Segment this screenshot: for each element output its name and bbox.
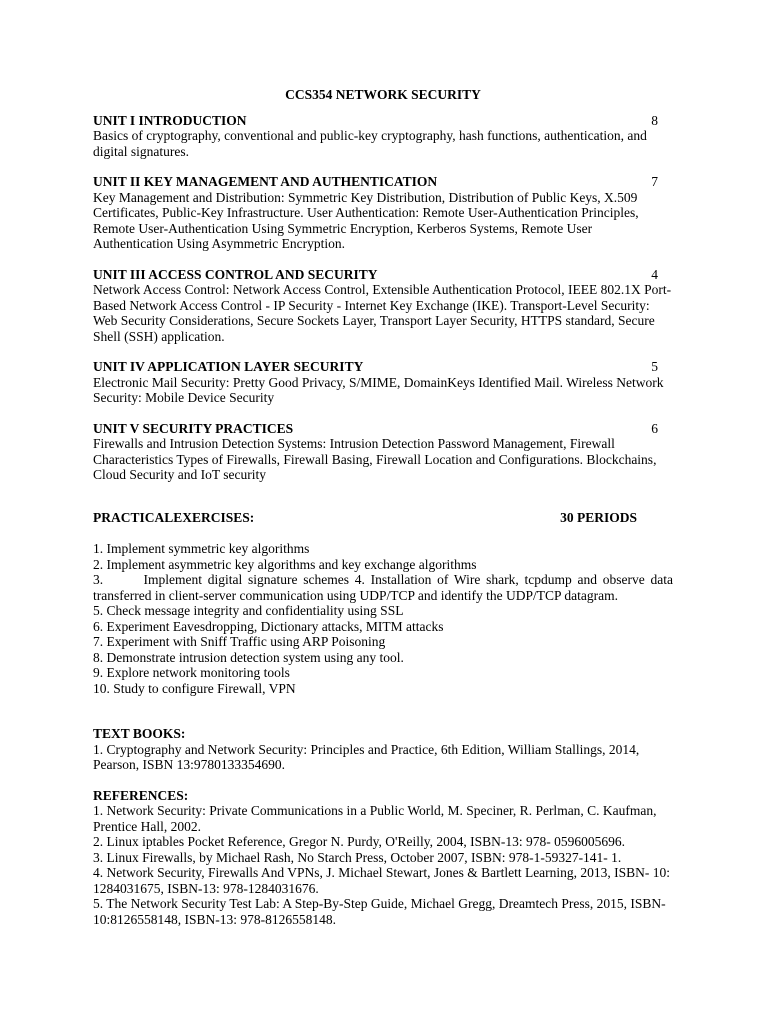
list-item: 4. Network Security, Firewalls And VPNs, J. Michael Stewart, Jones & Bartlett Learning, 2013, ISBN- 10: 1284031675, ISBN-13: 978-1284031676. (93, 865, 671, 896)
unit-hours: 6 (651, 420, 658, 436)
unit-title: UNIT III ACCESS CONTROL AND SECURITY (93, 266, 378, 282)
unit-content: Firewalls and Intrusion Detection Systems: Intrusion Detection Password Management, Firewall Characteristics Types of Firewalls, Firewall Basing, Firewall Location and Configurations. Blockchains, Cloud Security and IoT security (93, 436, 657, 482)
list-item: 2. Implement asymmetric key algorithms and key exchange algorithms (93, 556, 477, 572)
list-item: 10. Study to configure Firewall, VPN (93, 680, 296, 696)
list-item: 8. Demonstrate intrusion detection system using any tool. (93, 649, 404, 665)
unit-title: UNIT V SECURITY PRACTICES (93, 420, 294, 436)
list-item: 3. Implement digital signature schemes 4. Installation of Wire shark, tcpdump and observe data transferred in client-server communication using UDP/TCP and identify the UDP/TCP datagram. (93, 572, 677, 603)
unit-content: Network Access Control: Network Access Control, Extensible Authentication Protocol, IEEE 802.1X Port-Based Network Access Control - IP Security - Internet Key Exchange (IKE). Transport-Level Security: Web Security Considerations, Secure Sockets Layer, Transport Layer Security, HTTPS standard, Secure Shell (SSH) application. (93, 282, 672, 344)
unit-hours: 8 (651, 112, 658, 128)
unit-heading-row (93, 421, 658, 437)
unit-hours: 4 (651, 266, 658, 282)
unit-heading-row (93, 359, 658, 375)
references-heading: REFERENCES: (93, 787, 189, 803)
practical-heading-row (93, 510, 637, 526)
unit-hours: 7 (651, 174, 658, 189)
unit-1 (93, 113, 673, 160)
unit-5 (93, 421, 673, 483)
unit-2 (93, 174, 673, 252)
list-item: 6. Experiment Eavesdropping, Dictionary attacks, MITM attacks (93, 618, 444, 634)
unit-title: UNIT II KEY MANAGEMENT AND AUTHENTICATION (93, 174, 438, 189)
practical-periods: 30 PERIODS (560, 509, 637, 525)
list-item: 1. Implement symmetric key algorithms (93, 541, 310, 556)
list-item: 1. Cryptography and Network Security: Principles and Practice, 6th Edition, William Stallings, 2014, Pearson, ISBN 13:9780133354690. (93, 741, 640, 772)
practical-title: PRACTICALEXERCISES: (93, 509, 255, 525)
unit-content: Electronic Mail Security: Pretty Good Privacy, S/MIME, DomainKeys Identified Mail. Wireless Network Security: Mobile Device Security (93, 374, 664, 405)
syllabus-page (93, 87, 677, 927)
unit-content: Key Management and Distribution: Symmetric Key Distribution, Distribution of Public Keys, X.509 Certificates, Public-Key Infrastructure. User Authentication: Remote User-Authentication Principles, Remote User-Authentication Using Symmetric Encryption, Kerberos Systems, Remote User Authentication Using Asymmetric Encryption. (93, 189, 639, 251)
unit-content: Basics of cryptography, conventional and public-key cryptography, hash functions, authentication, and digital signatures. (93, 128, 647, 159)
reference-list (93, 803, 673, 927)
unit-heading-row (93, 113, 658, 129)
textbooks-heading: TEXT BOOKS: (93, 726, 186, 741)
list-item: 9. Explore network monitoring tools (93, 665, 290, 680)
document-title: CCS354 NETWORK SECURITY (285, 87, 481, 102)
unit-title: UNIT I INTRODUCTION (93, 112, 247, 128)
unit-title: UNIT IV APPLICATION LAYER SECURITY (93, 359, 364, 374)
exercise-list (93, 541, 677, 696)
list-item: 5. Check message integrity and confidentiality using SSL (93, 603, 404, 618)
list-item: 2. Linux iptables Pocket Reference, Gregor N. Purdy, O'Reilly, 2004, ISBN-13: 978- 0596005696. (93, 834, 625, 849)
unit-3 (93, 267, 673, 345)
list-item: 1. Network Security: Private Communications in a Public World, M. Speciner, R. Perlman, C. Kaufman, Prentice Hall, 2002. (93, 803, 657, 834)
unit-heading-row (93, 174, 658, 190)
list-item: 3. Linux Firewalls, by Michael Rash, No Starch Press, October 2007, ISBN: 978-1-59327-141- 1. (93, 849, 622, 865)
unit-hours: 5 (651, 359, 658, 374)
list-item: 7. Experiment with Sniff Traffic using ARP Poisoning (93, 634, 386, 649)
list-item: 5. The Network Security Test Lab: A Step-By-Step Guide, Michael Gregg, Dreamtech Press, 2015, ISBN-10:8126558148, ISBN-13: 978-8126558148. (93, 896, 666, 927)
textbook-list (93, 742, 673, 773)
unit-heading-row (93, 267, 658, 283)
unit-4 (93, 359, 673, 406)
